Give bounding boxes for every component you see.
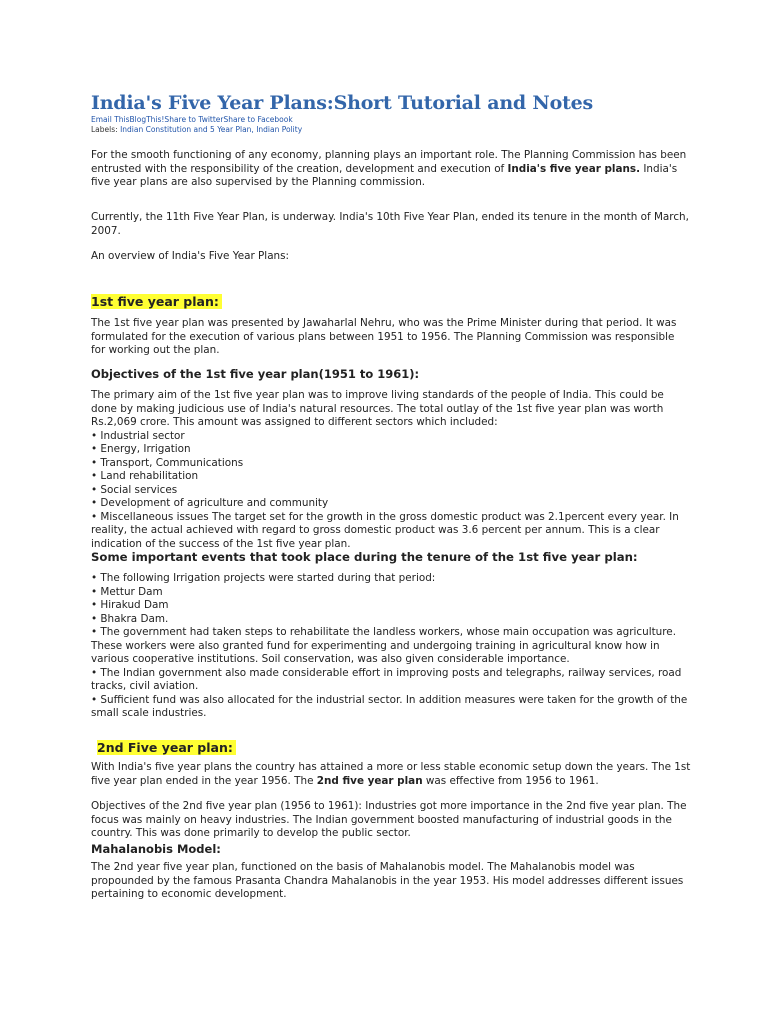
list-item: • The government had taken steps to rehabilitate the landless workers, whose main occupation was agriculture. These workers were also granted fund for experimenting and undergoing training in agricultural know how in various cooperative institutions. Soil conservation, was also given considerable importance.	[91, 626, 677, 665]
list-item: • The following Irrigation projects were started during that period:	[91, 572, 436, 584]
labels-links[interactable]: Indian Constitution and 5 Year Plan, Indian Polity	[120, 125, 303, 134]
share-links[interactable]: Email ThisBlogThis!Share to TwitterShare to Facebook	[91, 115, 293, 124]
list-item: • Development of agriculture and community	[91, 497, 329, 509]
mahalanobis-paragraph: The 2nd year five year plan, functioned on the basis of Mahalanobis model. The Mahalanobis model was propounded by the famous Prasanta Chandra Mahalanobis in the year 1953. His model addresses different issues pertaining to economic development.	[91, 861, 684, 900]
list-item: • Energy, Irrigation	[91, 443, 191, 455]
plan1-objectives-block	[91, 389, 691, 551]
mahalanobis-heading: Mahalanobis Model:	[91, 842, 221, 856]
intro-bold: India's five year plans.	[507, 162, 641, 175]
list-item: • Bhakra Dam.	[91, 612, 169, 625]
list-item: • The Indian government also made considerable effort in improving posts and telegraphs, railway services, road tracks, civil aviation.	[91, 666, 682, 692]
list-item: • Land rehabilitation	[91, 470, 199, 482]
list-item: • Sufficient fund was also allocated for the industrial sector. In addition measures were taken for the growth of the small scale industries.	[91, 693, 688, 719]
labels-line	[91, 125, 302, 134]
plan2-heading: 2nd Five year plan:	[97, 740, 236, 755]
intro-paragraph-1	[91, 149, 691, 190]
list-item: • Social services	[91, 483, 178, 496]
intro-text-a: For the smooth functioning of any economy, planning plays an important role. The Planning Commission has been entrusted with the responsibility of the creation, development and execution of	[91, 149, 687, 175]
list-item: • Industrial sector	[91, 429, 185, 442]
plan2-bold: 2nd five year plan	[316, 774, 423, 787]
plan1-paragraph: The 1st five year plan was presented by Jawaharlal Nehru, who was the Prime Minister during that period. It was formulated for the execution of various plans between 1951 to 1956. The Planning Commission was responsible for working out the plan.	[91, 317, 677, 356]
plan2-text-b: was effective from 1956 to 1961.	[422, 774, 599, 787]
intro-paragraph-3: An overview of India's Five Year Plans:	[91, 250, 290, 262]
plan1-events-heading: Some important events that took place during the tenure of the 1st five year plan:	[91, 550, 638, 564]
plan1-objectives-paragraph: The primary aim of the 1st five year plan was to improve living standards of the people of India. This could be done by making judicious use of India's natural resources. The total outlay of the 1st five year plan was worth Rs.2,069 crore. This amount was assigned to different sectors which included:	[91, 389, 664, 428]
plan2-objectives: Objectives of the 2nd five year plan (1956 to 1961): Industries got more importance in the 2nd five year plan. The focus was mainly on heavy industries. The Indian government boosted manufacturing of industrial goods in the country. This was done primarily to develop the public sector.	[91, 800, 687, 839]
labels-prefix: Labels:	[91, 125, 121, 134]
list-item: • Transport, Communications	[91, 456, 244, 469]
plan2-paragraph	[91, 761, 691, 788]
list-item: • Mettur Dam	[91, 585, 163, 598]
intro-paragraph-2: Currently, the 11th Five Year Plan, is underway. India's 10th Five Year Plan, ended its tenure in the month of March, 2007.	[91, 211, 689, 237]
plan2-text-a: With India's five year plans the country has attained a more or less stable economic setup down the years. The 1st five year plan ended in the year 1956. The	[91, 761, 691, 787]
intro-text-b: India's five year plans are also supervised by the Planning commission.	[91, 162, 678, 188]
plan1-heading: 1st five year plan:	[91, 294, 222, 309]
plan1-objectives-heading: Objectives of the 1st five year plan(1951 to 1961):	[91, 367, 420, 381]
plan1-events-list	[91, 572, 691, 721]
page-title: India's Five Year Plans:Short Tutorial and Notes	[91, 92, 594, 114]
list-item: • Hirakud Dam	[91, 599, 169, 611]
list-item: • Miscellaneous issues The target set for the growth in the gross domestic product was 2.1percent every year. In reality, the actual achieved with regard to gross domestic product was 3.6 percent per annum. This is a clear indication of the success of the 1st five year plan.	[91, 510, 679, 550]
